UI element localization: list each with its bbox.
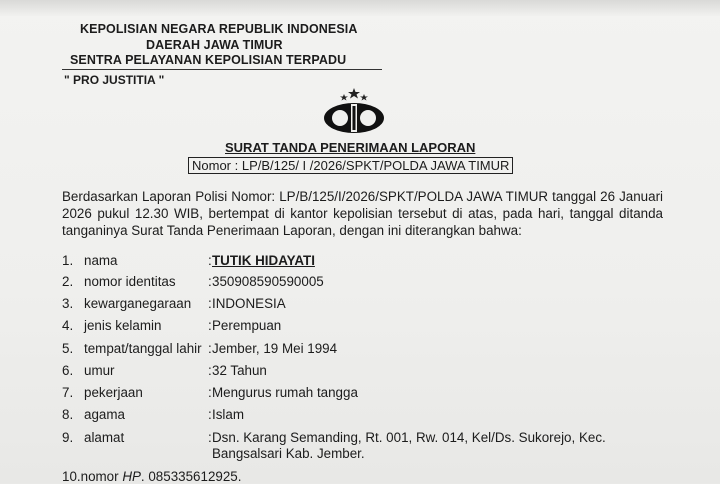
field-number: 7. (62, 385, 74, 400)
field-label: agama (84, 407, 125, 422)
field-colon: : (208, 430, 212, 445)
field-label: nomor identitas (84, 274, 176, 289)
field-value: Perempuan (212, 318, 282, 333)
field-label: tempat/tanggal lahir (84, 341, 202, 356)
header-line-3: SENTRA PELAYANAN KEPOLISIAN TERPADU (70, 53, 347, 67)
field-row-phone (62, 469, 241, 484)
field-row (62, 252, 315, 270)
field-colon: : (208, 318, 212, 333)
field-value-alamat: Dsn. Karang Semanding, Rt. 001, Rw. 014, Kel/Ds. Sukorejo, Kec. (212, 430, 606, 445)
field-number: 4. (62, 318, 74, 333)
field-colon: : (208, 253, 212, 268)
police-emblem-icon (322, 88, 386, 136)
header-divider (62, 69, 382, 70)
field-colon: : (208, 341, 212, 356)
field-number: 8. (62, 407, 74, 422)
intro-paragraph: Berdasarkan Laporan Polisi Nomor: LP/B/125/I/2026/SPKT/POLDA JAWA TIMUR tanggal 26 Januari 2026 pukul 12.30 WIB, bertempat di kantor kepolisian tersebut di atas, pada hari, tanggal ditanda tanganinya Surat Tanda Penerimaan Laporan, dengan ini diterangkan bahwa: (62, 189, 663, 238)
document-title: SURAT TANDA PENERIMAAN LAPORAN (225, 140, 476, 155)
field-row (62, 273, 324, 291)
field-number: 1. (62, 253, 74, 268)
field-colon: : (208, 385, 212, 400)
field-number: 3. (62, 296, 74, 311)
field-label: nomor (80, 469, 123, 484)
page-top-shadow (0, 0, 720, 16)
field-row (62, 317, 282, 335)
field-number: 2. (62, 274, 74, 289)
header-line-1: KEPOLISIAN NEGARA REPUBLIK INDONESIA (80, 22, 358, 36)
field-colon: : (208, 363, 212, 378)
pro-justitia: " PRO JUSTITIA " (64, 73, 165, 87)
field-number: 5. (62, 341, 74, 356)
field-value: Mengurus rumah tangga (212, 385, 358, 400)
field-label: kewarganegaraan (84, 296, 192, 311)
field-label-hp: HP (122, 469, 141, 484)
field-value-nama: TUTIK HIDAYATI (212, 253, 315, 268)
field-value: Islam (212, 407, 244, 422)
field-row (62, 384, 358, 402)
header-line-2: DAERAH JAWA TIMUR (146, 38, 283, 52)
field-value: Jember, 19 Mei 1994 (212, 341, 338, 356)
field-value: INDONESIA (212, 296, 286, 311)
address-line-2: Bangsalsari Kab. Jember. (212, 446, 365, 461)
field-value: 32 Tahun (212, 363, 267, 378)
field-value: 350908590590005 (212, 274, 324, 289)
field-number: 10. (62, 469, 81, 484)
field-colon: : (208, 296, 212, 311)
field-row (62, 362, 267, 380)
field-value-phone: . 085335612925. (140, 469, 242, 484)
field-colon: : (208, 274, 212, 289)
field-row (62, 406, 244, 424)
field-colon: : (208, 407, 212, 422)
document-number: Nomor : LP/B/125/ I /2026/SPKT/POLDA JAWA TIMUR (188, 157, 513, 174)
field-label: umur (84, 363, 115, 378)
field-label: jenis kelamin (84, 318, 162, 333)
field-row (62, 295, 286, 313)
field-label: nama (84, 253, 118, 268)
field-number: 6. (62, 363, 74, 378)
field-row (62, 429, 606, 447)
field-label: pekerjaan (84, 385, 143, 400)
field-number: 9. (62, 430, 74, 445)
field-row (62, 340, 338, 358)
field-label: alamat (84, 430, 125, 445)
